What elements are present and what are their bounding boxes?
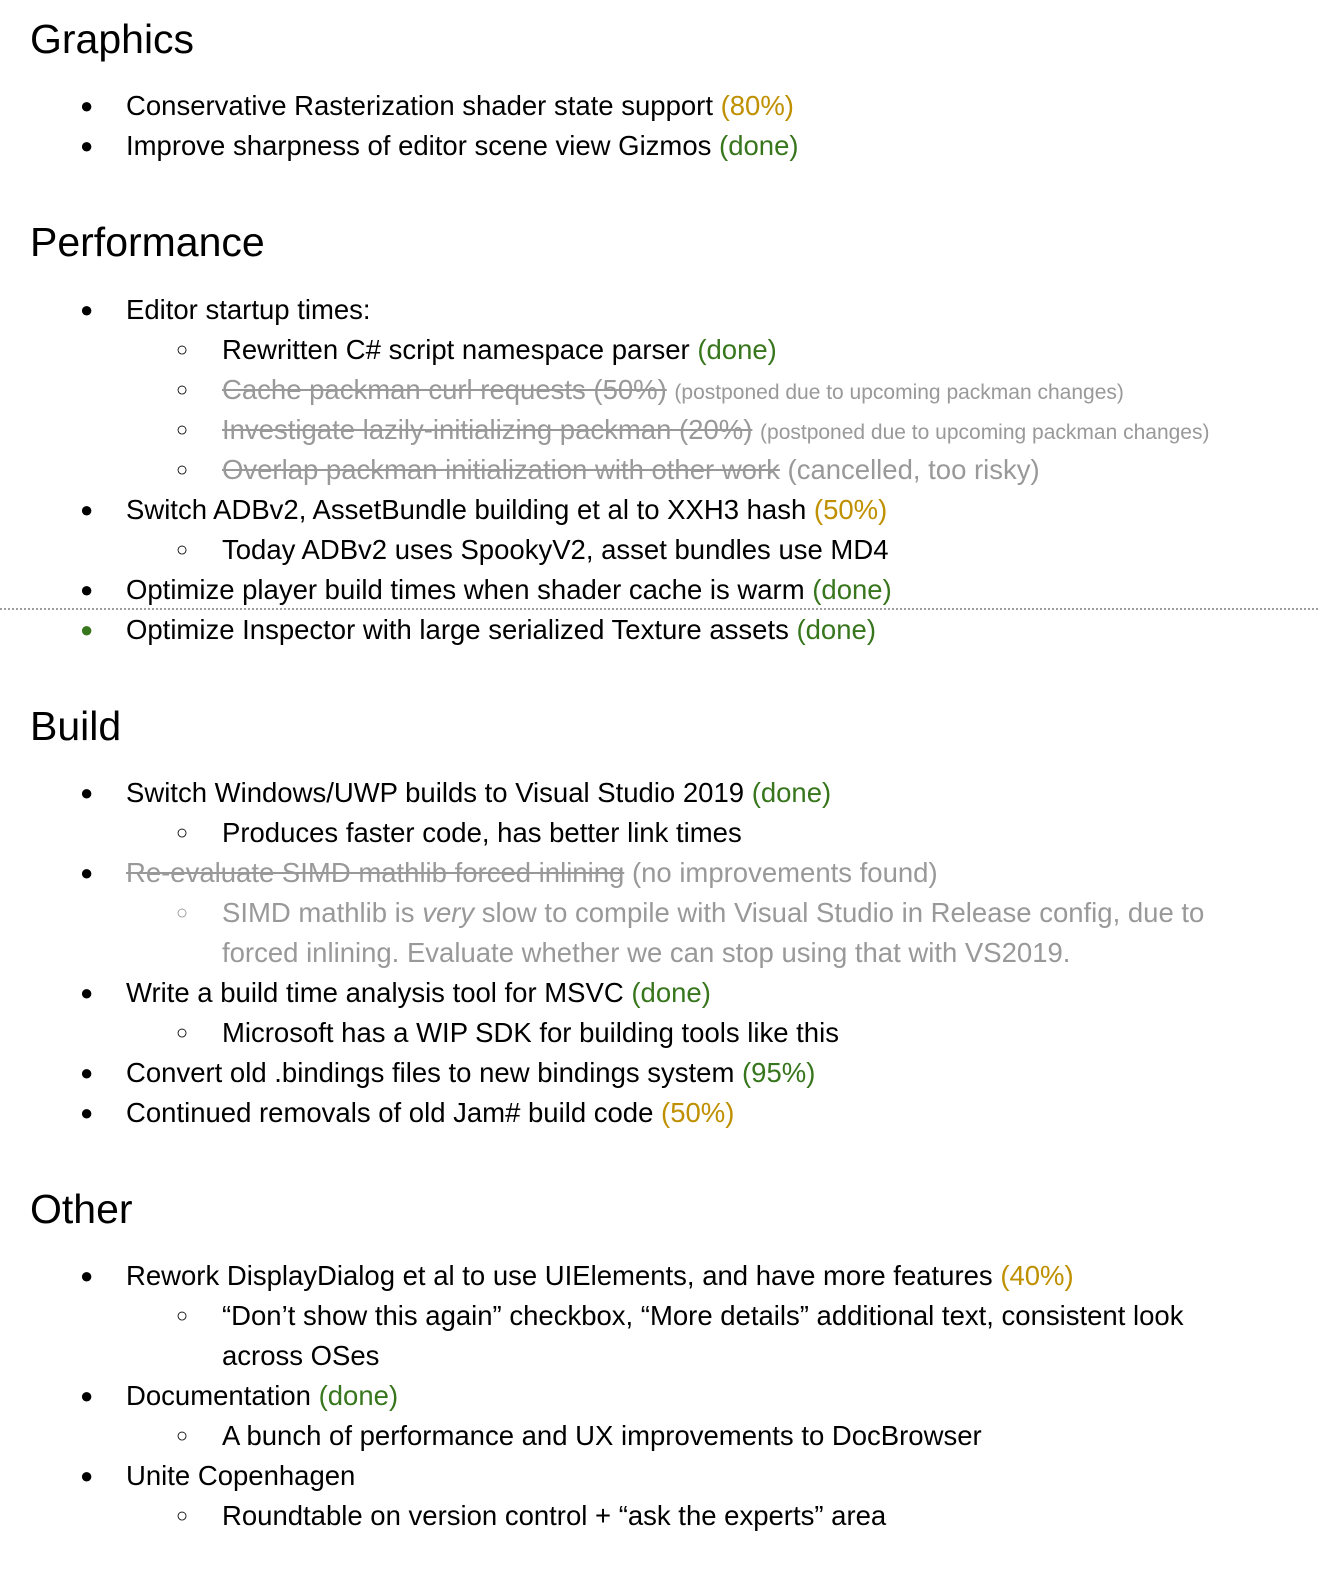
item-text: Re-evaluate SIMD mathlib forced inlining xyxy=(126,857,625,888)
sub-bullet-icon: ○ xyxy=(176,539,189,561)
list-item xyxy=(126,1053,815,1093)
sub-list-item xyxy=(222,450,1040,490)
item-text: Improve sharpness of editor scene view Gizmos xyxy=(126,130,712,161)
section-heading-build: Build xyxy=(30,703,122,749)
sub-list-item xyxy=(222,1296,1183,1336)
sub-list-item xyxy=(222,410,1209,453)
sub-list-item xyxy=(222,813,742,853)
item-text-emphasis: very xyxy=(422,897,475,928)
status-badge: (done) xyxy=(697,334,777,365)
sub-list-item xyxy=(222,330,777,370)
list-item xyxy=(126,1376,398,1416)
sub-bullet-icon: ○ xyxy=(176,902,189,924)
bullet-icon: ● xyxy=(80,1263,94,1288)
item-text: Unite Copenhagen xyxy=(126,1460,356,1491)
status-badge: (done) xyxy=(719,130,799,161)
item-text: “Don’t show this again” checkbox, “More details” additional text, consistent look xyxy=(222,1300,1184,1331)
item-text: Convert old .bindings files to new bindings system xyxy=(126,1057,735,1088)
item-note: (postponed due to upcoming packman changes) xyxy=(760,421,1210,444)
item-text: Roundtable on version control + “ask the experts” area xyxy=(222,1500,887,1531)
bullet-icon: ● xyxy=(80,577,94,602)
item-note: (cancelled, too risky) xyxy=(787,454,1040,485)
item-text: Documentation xyxy=(126,1380,311,1411)
bullet-icon: ● xyxy=(80,1100,94,1125)
list-item xyxy=(126,86,794,126)
item-text: Switch Windows/UWP builds to Visual Studio 2019 xyxy=(126,777,745,808)
status-badge: (done) xyxy=(318,1380,399,1411)
bullet-icon: ● xyxy=(80,1383,94,1408)
item-text: Microsoft has a WIP SDK for building tools like this xyxy=(222,1017,839,1048)
item-text: Conservative Rasterization shader state support xyxy=(126,90,713,121)
status-badge: (40%) xyxy=(1000,1260,1074,1291)
sub-list-item-continuation xyxy=(222,933,1070,973)
sub-bullet-icon: ○ xyxy=(176,1305,189,1327)
bullet-icon: ● xyxy=(80,297,94,322)
list-item xyxy=(126,290,371,330)
list-item xyxy=(126,853,938,893)
status-badge: (done) xyxy=(796,614,876,645)
status-badge: (50%) xyxy=(661,1097,735,1128)
sub-list-item xyxy=(222,1496,886,1536)
item-text: Write a build time analysis tool for MSVC xyxy=(126,977,624,1008)
sub-list-item xyxy=(222,893,1204,933)
status-badge: (done) xyxy=(631,977,711,1008)
bullet-icon: ● xyxy=(80,617,94,642)
section-heading-graphics: Graphics xyxy=(30,16,195,62)
item-text: forced inlining. Evaluate whether we can stop using that with VS2019. xyxy=(222,937,1071,968)
item-text: Produces faster code, has better link times xyxy=(222,817,742,848)
item-text: Optimize Inspector with large serialized Texture assets xyxy=(126,614,789,645)
sub-list-item xyxy=(222,530,889,570)
sub-bullet-icon: ○ xyxy=(176,379,189,401)
sub-bullet-icon: ○ xyxy=(176,1022,189,1044)
item-text: Optimize player build times when shader cache is warm xyxy=(126,574,805,605)
item-note: (no improvements found) xyxy=(631,857,938,888)
status-badge: (done) xyxy=(812,574,892,605)
list-item xyxy=(126,126,799,166)
item-text: slow to compile with Visual Studio in Release config, due to xyxy=(474,897,1205,928)
item-note: (postponed due to upcoming packman changes) xyxy=(674,381,1124,404)
list-item xyxy=(126,1093,734,1133)
sub-list-item xyxy=(222,1416,982,1456)
list-item xyxy=(126,1456,355,1496)
sub-bullet-icon: ○ xyxy=(176,1425,189,1447)
status-badge: (80%) xyxy=(720,90,794,121)
list-item xyxy=(126,1256,1074,1296)
sub-bullet-icon: ○ xyxy=(176,1505,189,1527)
status-badge: (95%) xyxy=(742,1057,816,1088)
item-text: Overlap packman initialization with other work xyxy=(222,454,780,485)
list-item xyxy=(126,570,892,610)
list-item xyxy=(126,773,831,813)
item-text: Cache packman curl requests (50%) xyxy=(222,374,667,405)
bullet-icon: ● xyxy=(80,133,94,158)
sub-bullet-icon: ○ xyxy=(176,339,189,361)
item-text: A bunch of performance and UX improvements to DocBrowser xyxy=(222,1420,982,1451)
item-text: SIMD mathlib is xyxy=(222,897,423,928)
sub-bullet-icon: ○ xyxy=(176,822,189,844)
bullet-icon: ● xyxy=(80,780,94,805)
bullet-icon: ● xyxy=(80,1463,94,1488)
sub-bullet-icon: ○ xyxy=(176,419,189,441)
item-text: across OSes xyxy=(222,1340,380,1371)
bullet-icon: ● xyxy=(80,860,94,885)
sub-list-item-continuation xyxy=(222,1336,379,1376)
sub-list-item xyxy=(222,370,1124,413)
bullet-icon: ● xyxy=(80,1060,94,1085)
section-heading-other: Other xyxy=(30,1186,133,1232)
list-item xyxy=(126,973,711,1013)
bullet-icon: ● xyxy=(80,93,94,118)
item-text: Today ADBv2 uses SpookyV2, asset bundles use MD4 xyxy=(222,534,889,565)
bullet-icon: ● xyxy=(80,497,94,522)
status-badge: (done) xyxy=(751,777,832,808)
item-text: Editor startup times: xyxy=(126,294,371,325)
sub-bullet-icon: ○ xyxy=(176,459,189,481)
list-item xyxy=(126,610,876,650)
item-text: Rework DisplayDialog et al to use UIElements, and have more features xyxy=(126,1260,993,1291)
item-text: Switch ADBv2, AssetBundle building et al to XXH3 hash xyxy=(126,494,807,525)
item-text: Investigate lazily-initializing packman (20%) xyxy=(222,414,753,445)
item-text: Rewritten C# script namespace parser xyxy=(222,334,690,365)
sub-list-item xyxy=(222,1013,839,1053)
item-text: Continued removals of old Jam# build code xyxy=(126,1097,654,1128)
list-item xyxy=(126,490,887,530)
bullet-icon: ● xyxy=(80,980,94,1005)
section-heading-performance: Performance xyxy=(30,219,265,265)
status-badge: (50%) xyxy=(813,494,888,525)
